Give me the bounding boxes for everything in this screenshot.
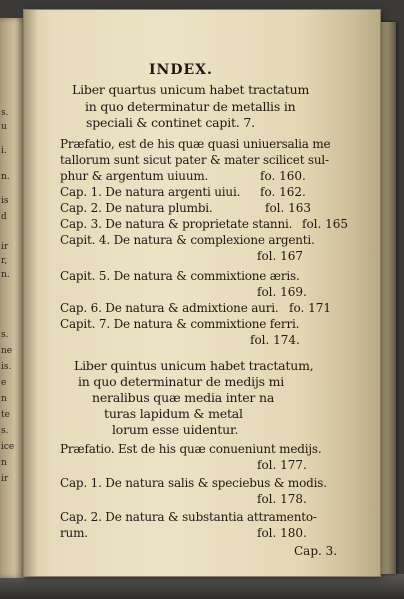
facing-fragment: is	[1, 196, 9, 206]
chapter-entry: Cap. 2. De natura plumbi.	[60, 201, 213, 215]
facing-fragment: d	[1, 212, 7, 222]
facing-fragment: i.	[1, 146, 7, 156]
facing-fragment: te	[1, 410, 10, 420]
facing-fragment: n.	[1, 270, 10, 280]
facing-fragment: r,	[1, 256, 8, 266]
facing-fragment: ir	[1, 474, 9, 484]
chapter-entry: Cap. 1. De natura argenti uiui.	[60, 185, 241, 199]
folio-ref: fol. 163	[265, 201, 312, 215]
facing-fragment: s.	[1, 330, 9, 340]
book4-praefatio-line: phur & argentum uiuum.	[60, 169, 209, 183]
folio-ref: fo. 160.	[260, 169, 306, 183]
folio-ref: fol. 167	[257, 249, 304, 263]
page-edge	[378, 22, 396, 574]
facing-fragment: ne	[1, 346, 13, 356]
book4-praefatio-line: Præfatio, est de his quæ quasi uniuersalia me	[60, 137, 331, 151]
book4-title-line: Liber quartus unicum habet tractatum	[72, 82, 310, 97]
catchword: Cap. 3.	[294, 544, 338, 558]
folio-ref: fol. 165	[302, 217, 349, 231]
folio-ref: fol. 178.	[257, 492, 307, 506]
book5-title-line: Liber quintus unicum habet tractatum,	[74, 358, 314, 373]
facing-fragment: ice	[1, 442, 15, 452]
facing-fragment: s.	[1, 108, 9, 118]
facing-fragment: n.	[1, 172, 10, 182]
book4-title-line: in quo determinatur de metallis in	[85, 99, 296, 114]
folio-ref: fo. 171	[289, 301, 331, 315]
facing-fragment: s.	[1, 426, 9, 436]
book4-praefatio-line: tallorum sunt sicut pater & mater scilicet sul-	[60, 153, 329, 167]
facing-fragment: u	[1, 122, 7, 132]
book5-title-line: in quo determinatur de medijs mi	[78, 374, 285, 389]
chapter-entry-continuation: rum.	[60, 526, 88, 540]
index-page	[24, 10, 380, 576]
chapter-entry: Cap. 1. De natura salis & speciebus & modis.	[60, 476, 327, 490]
facing-fragment: ir	[1, 242, 9, 252]
folio-ref: fol. 180.	[257, 526, 307, 540]
chapter-entry: Capit. 7. De natura & commixtione ferri.	[60, 317, 300, 331]
book5-title-line: lorum esse uidentur.	[112, 422, 239, 437]
book5-praefatio: Præfatio. Est de his quæ conueniunt medijs.	[60, 442, 322, 456]
facing-fragment: is.	[1, 362, 12, 372]
chapter-entry: Cap. 2. De natura & substantia attramento-	[60, 510, 317, 524]
book5-title-line: turas lapidum & metal	[104, 406, 243, 421]
book4-title-line: speciali & continet capit. 7.	[86, 115, 255, 130]
folio-ref: fo. 162.	[260, 185, 306, 199]
facing-fragment: n	[1, 394, 7, 404]
chapter-entry: Capit. 5. De natura & commixtione æris.	[60, 269, 300, 283]
facing-fragment: n	[1, 458, 7, 468]
facing-page	[0, 18, 26, 578]
chapter-entry: Cap. 3. De natura & proprietate stanni.	[60, 217, 293, 231]
backdrop	[0, 574, 404, 599]
folio-ref: fol. 177.	[257, 458, 307, 472]
book5-title-line: neralibus quæ media inter na	[92, 390, 275, 405]
page-heading: INDEX.	[149, 62, 213, 78]
chapter-entry: Capit. 4. De natura & complexione argenti.	[60, 233, 315, 247]
gutter-shadow	[24, 10, 38, 576]
facing-fragment: e	[1, 378, 7, 388]
chapter-entry: Cap. 6. De natura & admixtione auri.	[60, 301, 279, 315]
folio-ref: fol. 174.	[250, 333, 300, 347]
folio-ref: fol. 169.	[257, 285, 307, 299]
